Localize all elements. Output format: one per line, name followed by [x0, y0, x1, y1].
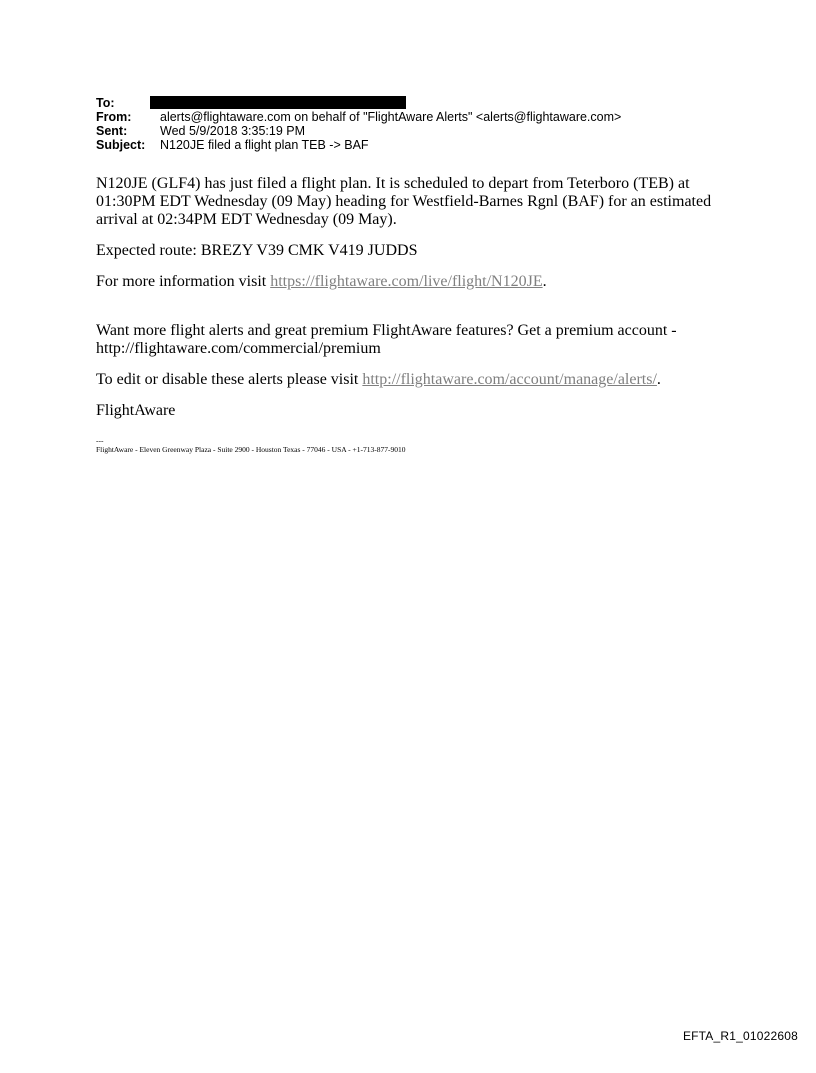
to-value	[160, 96, 736, 110]
document-id: EFTA_R1_01022608	[682, 1029, 798, 1043]
subject-value: N120JE filed a flight plan TEB -> BAF	[160, 138, 369, 152]
email-body	[96, 175, 736, 454]
premium-paragraph: Want more flight alerts and great premium FlightAware features? Get a premium account - http://flightaware.com/commercial/premium	[96, 322, 677, 357]
sent-row	[96, 124, 736, 138]
signature: FlightAware	[96, 402, 176, 419]
footer-separator: ---	[96, 436, 104, 445]
from-value: alerts@flightaware.com on behalf of "FlightAware Alerts" <alerts@flightaware.com>	[160, 110, 622, 124]
redaction-bar	[150, 96, 406, 109]
manage-alerts-link[interactable]: http://flightaware.com/account/manage/alerts/	[362, 371, 657, 388]
to-row	[96, 96, 736, 110]
to-label: To:	[96, 96, 115, 110]
from-label: From:	[96, 110, 132, 124]
sent-label: Sent:	[96, 124, 128, 138]
email-header	[96, 96, 736, 152]
more-info-paragraph	[96, 273, 736, 291]
subject-label: Subject:	[96, 138, 146, 152]
sent-value: Wed 5/9/2018 3:35:19 PM	[160, 124, 306, 138]
more-info-prefix: For more information visit	[96, 273, 271, 290]
subject-row	[96, 138, 736, 152]
flight-plan-paragraph: N120JE (GLF4) has just filed a flight plan. It is scheduled to depart from Teterboro (TEB) at 01:30PM EDT Wednesday (09 May) heading for Westfield-Barnes Rgnl (BAF) for an estimated arrival at 02:34PM EDT Wednesday (09 May).	[96, 175, 712, 228]
flight-link[interactable]: https://flightaware.com/live/flight/N120JE	[270, 273, 543, 290]
edit-alerts-paragraph	[96, 371, 736, 389]
edit-alerts-suffix: .	[656, 371, 661, 388]
more-info-suffix: .	[542, 273, 547, 290]
email-footer	[96, 436, 736, 454]
route-paragraph: Expected route: BREZY V39 CMK V419 JUDDS	[96, 242, 418, 259]
from-row	[96, 110, 736, 124]
edit-alerts-prefix: To edit or disable these alerts please visit	[96, 371, 363, 388]
footer-address: FlightAware - Eleven Greenway Plaza - Suite 2900 - Houston Texas - 77046 - USA - +1-713-877-9010	[96, 445, 406, 454]
